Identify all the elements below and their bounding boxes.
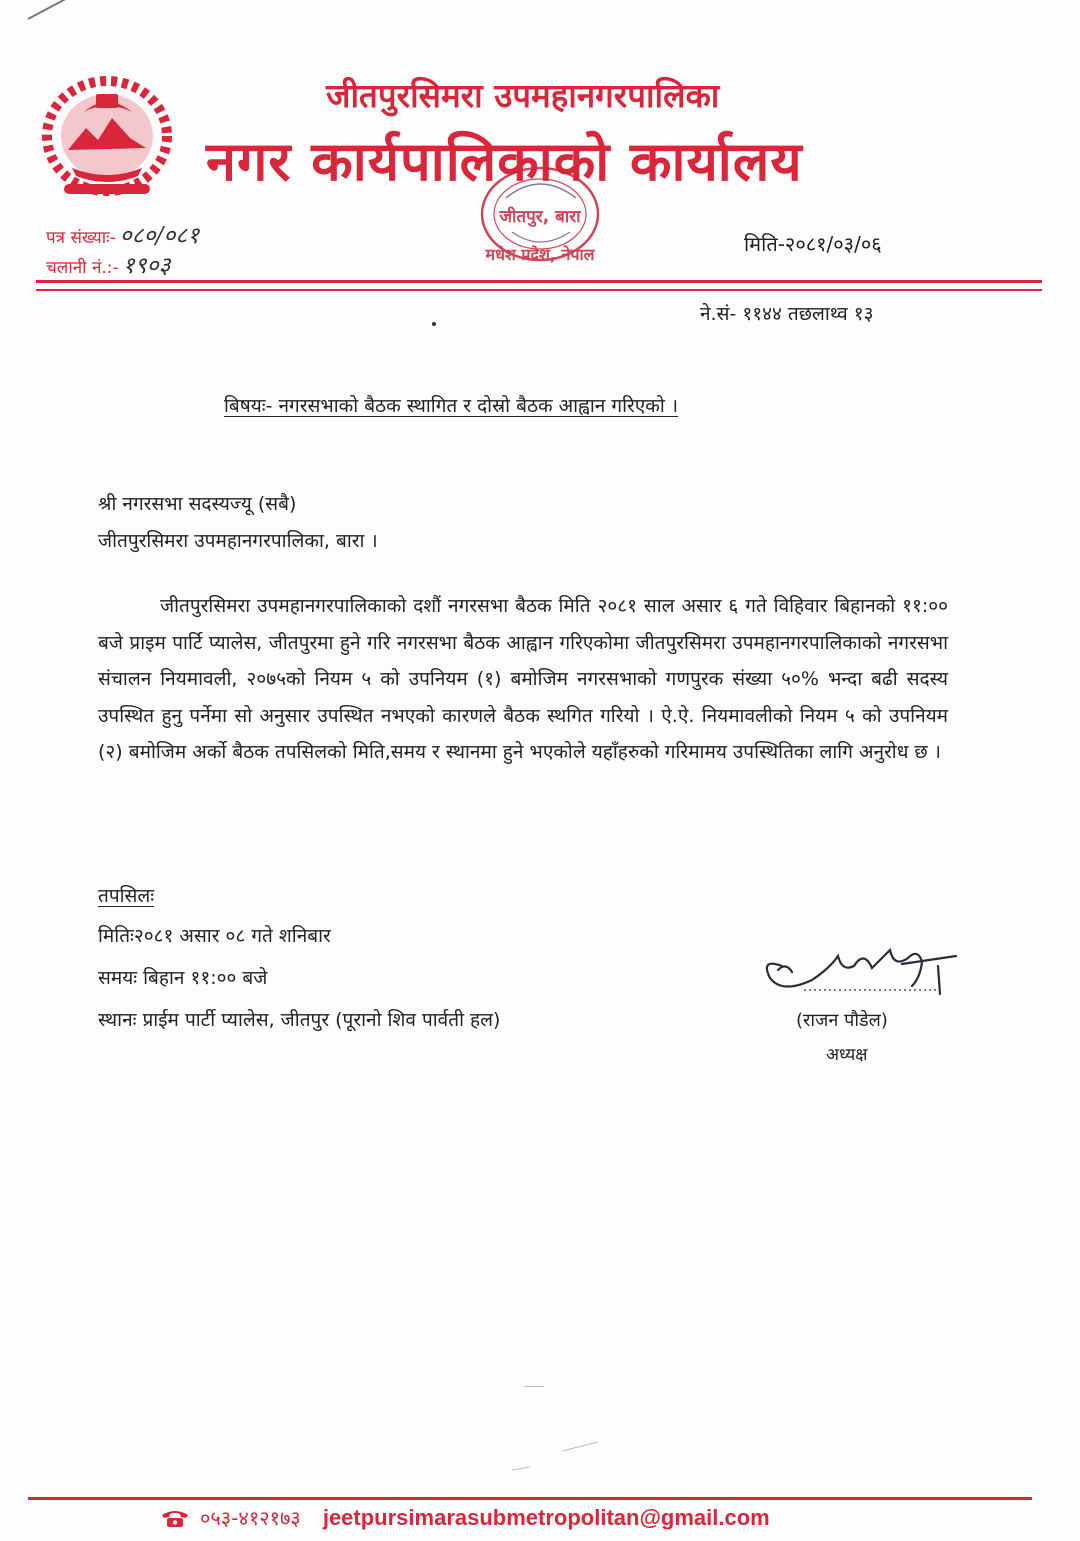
schedule-time: समयः बिहान ११:०० बजे [98,967,268,989]
footer-rule [28,1497,1032,1500]
telephone-icon [160,1508,190,1528]
municipality-emblem-icon [34,72,180,204]
footer-phone: ०५३-४१२१७३ [200,1506,301,1530]
letter-number [46,218,199,250]
letter-body: जीतपुरसिमरा उपमहानगरपालिकाको दशौं नगरसभा बैठक मिति २०८१ साल असार ६ गते विहिवार बिहानको ११:०० बजे प्राइम पार्टि प्यालेस, जीतपुरमा हुने गरि नगरसभा बैठक आह्वान गरिएकोमा जीतपुरसिमरा उपमहानगरपालिकाको नगरसभा संचालन नियमावली, २०७५को नियम ५ को उपनियम (१) बमोजिम नगरसभाको गणपुरक संख्या ५०% भन्दा बढी सदस्य उपस्थित हुनु पर्नेमा सो अनुसार उपस्थित नभएको कारणले बैठक स्थगित गरियो । ऐ.ऐ. नियमावलीको नियम ५ को उपनियम (२) बमोजिम अर्को बैठक तपसिलको मिति,समय र स्थानमा हुने भएकोले यहाँहरुको गरिमामय उपस्थितिका लागि अनुरोध छ । [98,595,948,764]
signatory-title: अध्यक्ष [826,1045,868,1065]
footer-contact [160,1504,770,1531]
schedule-date: मितिः२०८१ असार ०८ गते शनिबार [98,925,331,947]
office-name: नगर कार्यपालिकाको कार्यालय [206,130,803,193]
schedule-heading: तपसिलः [98,885,155,907]
addressee-line-2: जीतपुरसिमरा उपमहानगरपालिका, बारा । [98,530,378,552]
letter-number-label: पत्र संख्याः- [46,228,116,248]
stamp-line-1: जीतपुर, बारा [499,207,581,227]
dispatch-number-value: १९०३ [122,253,171,279]
ink-dot [432,322,436,326]
stamp-line-2: मधेश प्रदेश, नेपाल [485,245,595,264]
addressee-line-1: श्री नगरसभा सदस्यज्यू (सबै) [98,493,297,515]
municipality-name: जीतपुरसिमरा उपमहानगरपालिका [326,76,720,115]
scan-speck [512,1466,530,1470]
footer-email[interactable]: jeetpursimarasubmetropolitan@gmail.com [322,1504,770,1530]
office-stamp-icon [436,162,644,288]
signatory-name: (राजन पौडेल) [796,1010,888,1031]
signature-icon [752,928,964,1002]
scan-speck [524,1386,544,1387]
letter-date: मिति-२०८१/०३/०६ [744,232,882,256]
schedule-venue: स्थानः प्राईम पार्टी प्यालेस, जीतपुर (पूरानो शिव पार्वती हल) [98,1009,501,1031]
nepal-sambat-date: ने.सं- ११४४ तछलाथ्व १३ [700,303,874,325]
letter-subject: बिषयः- नगरसभाको बैठक स्थागित र दोस्रो बैठक आह्वान गरिएको । [224,395,679,417]
pen-mark [28,0,68,20]
header-rule [36,280,1042,283]
dispatch-number-label: चलानी नं.:- [46,258,119,278]
letter-number-value: ०८०/०८१ [119,223,200,249]
dispatch-number [46,248,171,280]
scan-speck [562,1442,597,1452]
header-rule-thin [36,289,1042,291]
